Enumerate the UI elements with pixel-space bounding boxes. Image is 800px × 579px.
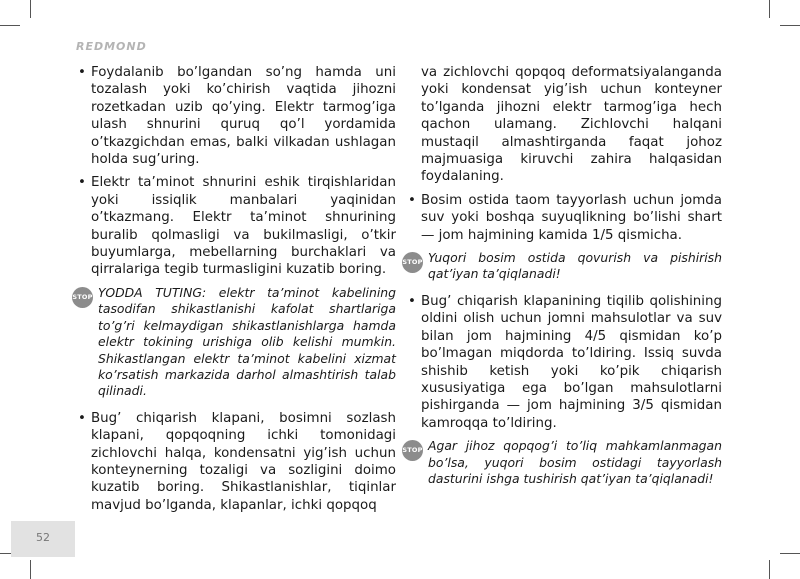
list-item (406, 192, 722, 244)
list-item-text: Bosim ostida taom tayyorlash uchun jomda suv yoki boshqa suyuqlikning bo’lishi shart — jom hajmining kamida 1/5 qismicha. (421, 192, 722, 243)
crop-mark (769, 0, 770, 18)
bullet-glyph: • (78, 65, 86, 80)
bullet-glyph: • (78, 175, 86, 191)
page-number: 52 (36, 531, 50, 544)
stop-icon: STOP (402, 440, 423, 461)
list-item-text: Bug’ chiqarish klapani, bosimni sozlash klapani, qopqoqning ichki tomonidagi zichlovchi halqa, kondensatni yig’ish uchun konteynerning tozaligi va sozligini doimo kuzatib boring. Shikastlanishlar, tiqinlar mavjud bo’lganda, klapanlar, ichki qopqoq (91, 410, 396, 513)
brand-logo: REDMOND (76, 40, 147, 53)
warning-note-text: Agar jihoz qopqog’i to’liq mahkamlanmagan bo’lsa, yuqori bosim ostidagi tayyorlash dasturini ishga tushirish qat’iyan ta’qiqlanadi! (428, 438, 722, 486)
list-item-continuation: va zichlovchi qopqoq deformatsiyalanganda yoki kondensat yig’ish uchun konteyner to’lganda jihozni elektr tarmog’iga hech qachon ulamang. Zichlovchi halqani mustaqil almashtirganda faqat johoz majmuasiga kiruvchi zahira halqasidan foydalaning. (421, 65, 722, 185)
warning-note (402, 438, 722, 487)
list-item-text: Elektr ta’minot shnurini eshik tirqishlaridan yoki issiqlik manbalari yaqinidan o’tkazmang. Elektr ta’minot shnurining buralib qolmasligi va bukilmasligi, o’tkir buyumlarga, mebellarning burchaklari va qirralariga tegib turmasligini kuzatib boring. (91, 175, 396, 278)
crop-mark (769, 560, 770, 579)
list-item-text: Bug’ chiqarish klapanining tiqilib qolishining oldini olish uchun jomni mahsulotlar va suv bilan jom hajmining 4/5 qismidan ko’p bo’lmagan miqdorda to’ldiring. Issiq suvda shishib ketish yoki ko’pik chiqarish xususiyatiga ega bo’lgan mahsulotlarni pishirganda — jom hajmining 3/5 qismidan kamroqqa to’ldiring. (421, 293, 722, 431)
crop-mark (30, 0, 31, 18)
crop-mark (30, 560, 31, 579)
list-item (76, 410, 396, 514)
bullet-glyph: • (78, 410, 86, 426)
bullet-glyph: • (408, 192, 416, 208)
warning-note (72, 284, 396, 400)
list-item (406, 293, 722, 432)
stop-icon: STOP (72, 287, 93, 308)
warning-note-text: YODDA TUTING: elektr ta’minot kabelining tasodifan shikastlanishi kafolat shartlariga to’g’ri kelmaydigan shikastlanishlarga hamda elektr tokining urishiga olib kelishi mumkin. Shikastlangan elektr ta’minot kabelini xizmat ko’rsatish markazida darhol almashtirish talab qilinadi. (98, 284, 396, 399)
list-item (76, 64, 396, 168)
list-item (76, 174, 396, 278)
warning-note (402, 250, 722, 283)
left-column (72, 64, 396, 520)
page-number-box (11, 521, 75, 557)
list-item-text: Foydalanib bo’lgandan so’ng hamda uni tozalash yoki ko’chirish vaqtida jihozni rozetkadan uzib qo’ying. Elektr tarmog’iga ulash shnurini quruq qo’l yordamida o’tkazgichdan emas, balki vilkadan ushlagan holda sug’uring. (91, 65, 396, 168)
warning-note-text: Yuqori bosim ostida qovurish va pishirish qat’iyan ta’qiqlanadi! (428, 250, 722, 282)
bullet-glyph: • (408, 293, 416, 309)
right-column (402, 64, 722, 497)
stop-icon: STOP (402, 252, 423, 273)
crop-mark (780, 553, 800, 554)
crop-mark (780, 25, 800, 26)
crop-mark (0, 25, 20, 26)
